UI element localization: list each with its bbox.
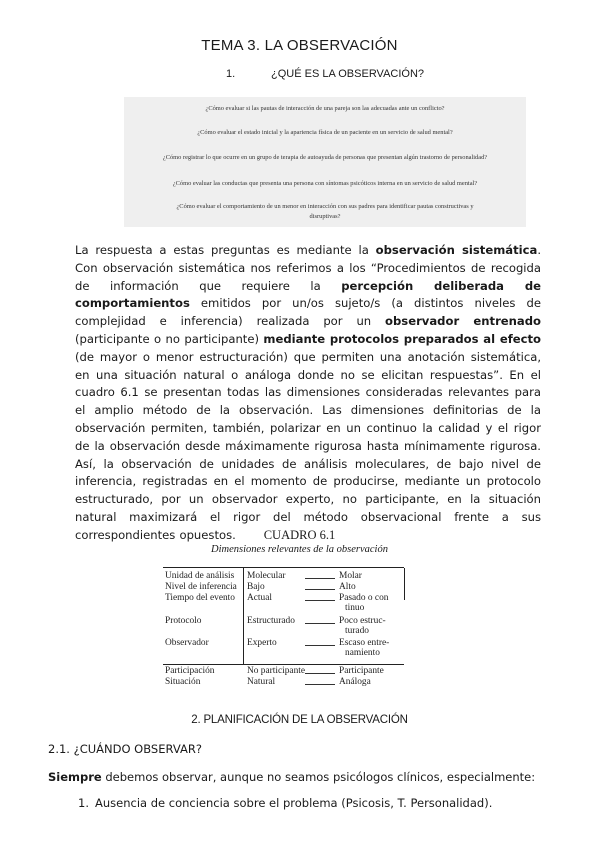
section-title: ¿QUÉ ES LA OBSERVACIÓN? [271, 68, 425, 80]
dimension-cell: Observador [165, 638, 209, 648]
bold-term: Siempre [48, 770, 102, 784]
continuum-line [305, 684, 335, 685]
text: (de mayor o menor estructuración) que permiten una anotación sistemática, en una situación natural o análoga donde no se elicitan respuestas”. En el cuadro 6.1 se presentan todas las dimensiones consideradas relevantes para el amplio método de la observación. Las dimensiones definitorias de la observación permiten, también, polarizar en un continuo la calidad y el rigor de la observación desde máximamente rigurosa hasta mínimamente rigurosa. Así, la observación de unidades de análisis moleculares, de bajo nivel de inferencia, registradas en el momento de producirse, mediante un protocolo estructurado, por un observador experto, no participante, en la situación natural maximizará el rigor del método observacional frente a sus correspondientes opuestos. [75, 349, 541, 542]
dimension-cell: Participación [165, 666, 215, 676]
text: (participante o no participante) [75, 331, 264, 346]
bold-term: percepción deliberada de comportamientos [75, 278, 541, 311]
dimension-cell: Protocolo [165, 616, 202, 626]
pole-b-cell: Escaso entre- [339, 638, 390, 648]
section-2-heading: 2. PLANIFICACIÓN DE LA OBSERVACIÓN [191, 714, 408, 726]
pole-a-cell: No participante [247, 666, 306, 676]
list-text: Ausencia de conciencia sobre el problema (Psicosis, T. Personalidad). [95, 796, 493, 810]
body-paragraph [75, 242, 541, 545]
pole-b-cell-cont: turado [345, 626, 369, 636]
pole-b-cell: Análoga [339, 677, 371, 687]
bold-term: observador entrenado [385, 314, 541, 329]
continuum-line [305, 645, 335, 646]
continuum-line [305, 578, 335, 579]
question-1: ¿Cómo evaluar si las pautas de interacción de una pareja son las adecuadas ante un conflicto? [205, 105, 445, 112]
dimension-cell: Unidad de análisis [165, 571, 235, 581]
questions-image [124, 97, 526, 227]
pole-a-cell: Molecular [247, 571, 286, 581]
text: . Con observación sistemática nos referimos a los “Procedimientos de recogida de información que requiere la [75, 243, 541, 293]
pole-a-cell: Actual [247, 593, 272, 603]
cuadro-title: CUADRO 6.1 [263, 528, 336, 542]
bold-term: observación sistemática [375, 243, 538, 257]
section-1-heading [226, 68, 424, 80]
pole-a-cell: Estructurado [247, 616, 295, 626]
dimension-cell: Tiempo del evento [165, 593, 235, 603]
intro-sentence [48, 770, 535, 784]
list-number: 1. [78, 796, 89, 810]
pole-a-cell: Experto [247, 638, 277, 648]
pole-b-cell: Pasado o con [339, 593, 389, 603]
text: debemos observar, aunque no seamos psicólogos clínicos, especialmente: [101, 770, 536, 784]
pole-a-cell: Bajo [247, 582, 265, 592]
question-2: ¿Cómo evaluar el estado inicial y la apariencia física de un paciente en un servicio de salud mental? [197, 129, 453, 136]
question-4: ¿Cómo evaluar las conductas que presenta una persona con síntomas psicóticos interna en un servicio de salud mental? [172, 180, 478, 187]
pole-b-cell-cont: tinuo [345, 603, 365, 613]
continuum-line [305, 623, 335, 624]
question-3: ¿Cómo registrar lo que ocurre en un grupo de terapia de autoayuda de personas que presentan algún trastorno de personalidad? [162, 154, 488, 161]
question-5-cont: disruptivas? [309, 213, 341, 220]
dimension-cell: Nivel de inferencia [165, 582, 237, 592]
pole-a-cell: Natural [247, 677, 276, 687]
section-2-1-heading: 2.1. ¿CUÁNDO OBSERVAR? [48, 742, 202, 756]
continuum-line [305, 589, 335, 590]
pole-b-cell: Molar [339, 571, 362, 581]
cuadro-subtitle: Dimensiones relevantes de la observación [211, 544, 388, 555]
text: emitidos por un/os sujeto/s (a distintos niveles de complejidad e inferencia) realizada por un [75, 296, 541, 329]
dimension-cell: Situación [165, 677, 201, 687]
dimensions-table [163, 567, 404, 665]
pole-b-cell: Participante [339, 666, 384, 676]
pole-b-cell-cont: namiento [345, 648, 380, 658]
text: La respuesta a estas preguntas es mediante la [75, 243, 376, 257]
page-title: TEMA 3. LA OBSERVACIÓN [201, 37, 398, 54]
continuum-line [305, 673, 335, 674]
section-number: 1. [226, 68, 236, 80]
pole-b-cell: Alto [339, 582, 356, 592]
dimensions-table-tail [163, 664, 423, 688]
list-item [78, 796, 492, 810]
table-divider [404, 568, 405, 600]
question-5: ¿Cómo evaluar el comportamiento de un menor en interacción con sus padres para identificar pautas constructivas y [176, 203, 474, 210]
table-divider [243, 568, 244, 664]
bold-term: mediante protocolos preparados al efecto [263, 331, 541, 346]
continuum-line [305, 600, 335, 601]
pole-b-cell: Poco estruc- [339, 616, 386, 626]
